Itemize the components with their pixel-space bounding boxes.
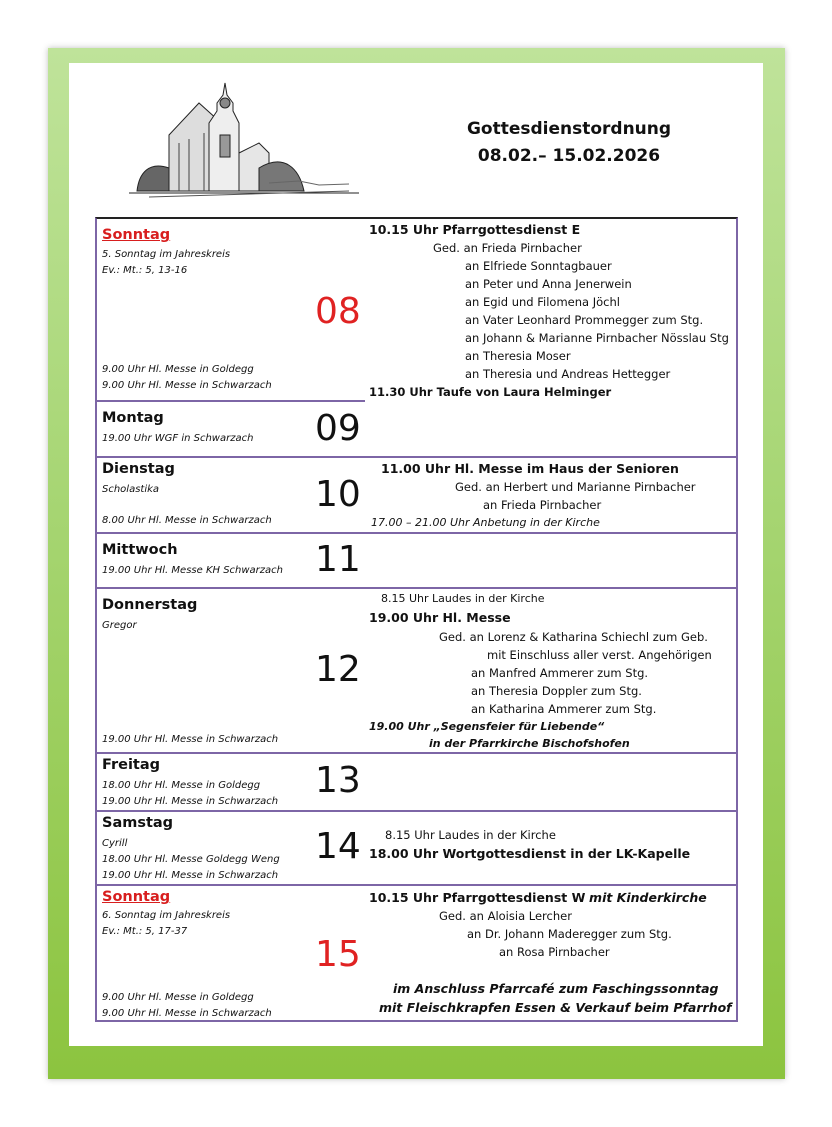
day-mass: 8.00 Uhr Hl. Messe in Schwarzach — [102, 515, 272, 526]
service-line: an Peter und Anna Jenerwein — [465, 277, 632, 291]
service-line: an Manfred Ammerer zum Stg. — [471, 666, 649, 680]
service-line: 19.00 Uhr Hl. Messe — [369, 610, 511, 625]
table-row — [97, 754, 736, 812]
day-note: 18.00 Uhr Hl. Messe Goldegg Weng — [102, 854, 280, 865]
day-cell — [97, 402, 365, 456]
service-line: mit Einschluss aller verst. Angehörigen — [487, 648, 712, 662]
service-line — [369, 889, 707, 907]
service-line: an Egid und Filomena Jöchl — [465, 295, 620, 309]
day-label: Dienstag — [102, 461, 175, 477]
service-line: an Theresia und Andreas Hettegger — [465, 367, 671, 381]
day-mass: 9.00 Uhr Hl. Messe in Goldegg — [102, 992, 254, 1003]
service-line: an Frieda Pirnbacher — [483, 498, 602, 512]
date-number: 11 — [315, 539, 361, 580]
day-note: Ev.: Mt.: 5, 17-37 — [102, 926, 188, 937]
service-line: 11.30 Uhr Taufe von Laura Helminger — [369, 385, 612, 399]
service-note: mit Kinderkirche — [589, 890, 707, 905]
day-label: Samstag — [102, 815, 174, 831]
day-note: Ev.: Mt.: 5, 13-16 — [102, 265, 188, 276]
table-row — [97, 886, 736, 1024]
service-line: 8.15 Uhr Laudes in der Kirche — [385, 828, 556, 842]
day-mass: 9.00 Uhr Hl. Messe in Schwarzach — [102, 380, 272, 391]
day-note: 19.00 Uhr Hl. Messe in Schwarzach — [102, 870, 279, 881]
day-label: Freitag — [102, 757, 161, 773]
service-line: an Dr. Johann Maderegger zum Stg. — [467, 927, 672, 941]
service-line: 17.00 – 21.00 Uhr Anbetung in der Kirche — [371, 516, 600, 529]
service-line: an Johann & Marianne Pirnbacher Nösslau Stg — [465, 331, 729, 345]
date-number: 15 — [315, 934, 361, 975]
date-number: 08 — [315, 291, 361, 332]
day-note: 19.00 Uhr Hl. Messe KH Schwarzach — [102, 565, 284, 576]
schedule-table — [95, 217, 738, 1022]
date-range: 08.02.– 15.02.2026 — [477, 146, 661, 166]
day-mass: 19.00 Uhr Hl. Messe in Schwarzach — [102, 734, 279, 745]
day-note: Gregor — [102, 620, 137, 631]
day-cell — [97, 886, 365, 1024]
page-title: Gottesdienstordnung — [466, 119, 672, 139]
table-row — [97, 402, 736, 458]
day-cell — [97, 534, 365, 587]
service-line: 10.15 Uhr Pfarrgottesdienst E — [369, 222, 581, 237]
service-line: Ged. an Frieda Pirnbacher — [433, 241, 582, 255]
day-mass: 9.00 Uhr Hl. Messe in Goldegg — [102, 364, 254, 375]
day-cell — [97, 589, 365, 752]
service-title: 10.15 Uhr Pfarrgottesdienst W — [369, 890, 586, 905]
day-cell — [97, 458, 365, 532]
service-line: Ged. an Lorenz & Katharina Schiechl zum Geb. — [439, 630, 708, 644]
date-number: 14 — [315, 826, 361, 867]
table-row — [97, 589, 736, 754]
service-line: 8.15 Uhr Laudes in der Kirche — [381, 592, 545, 605]
service-cell — [369, 812, 736, 884]
table-row — [97, 458, 736, 534]
day-note: 19.00 Uhr Hl. Messe in Schwarzach — [102, 796, 279, 807]
day-label: Montag — [102, 410, 164, 426]
table-row — [97, 534, 736, 589]
service-line: in der Pfarrkirche Bischofshofen — [429, 737, 630, 750]
day-note: Cyrill — [102, 838, 128, 849]
service-line: Ged. an Herbert und Marianne Pirnbacher — [455, 480, 696, 494]
service-line: an Elfriede Sonntagbauer — [465, 259, 612, 273]
service-line: 19.00 Uhr „Segensfeier für Liebende“ — [369, 720, 605, 733]
service-line: an Rosa Pirnbacher — [499, 945, 610, 959]
date-number: 09 — [315, 408, 361, 449]
service-line: an Katharina Ammerer zum Stg. — [471, 702, 657, 716]
day-mass: 9.00 Uhr Hl. Messe in Schwarzach — [102, 1008, 272, 1019]
service-line: im Anschluss Pfarrcafé zum Faschingssonntag — [393, 981, 719, 996]
day-note: 5. Sonntag im Jahreskreis — [102, 249, 231, 260]
day-label: Mittwoch — [102, 542, 178, 558]
day-label: Donnerstag — [102, 597, 198, 613]
day-note: 6. Sonntag im Jahreskreis — [102, 910, 231, 921]
church-illustration — [109, 73, 359, 208]
service-line: an Vater Leonhard Prommegger zum Stg. — [465, 313, 704, 327]
day-note: 18.00 Uhr Hl. Messe in Goldegg — [102, 780, 261, 791]
day-note: Scholastika — [102, 484, 160, 495]
service-line: mit Fleischkrapfen Essen & Verkauf beim Pfarrhof — [379, 1000, 732, 1015]
service-cell — [369, 886, 736, 1024]
service-line: 18.00 Uhr Wortgottesdienst in der LK-Kapelle — [369, 846, 691, 861]
table-row — [97, 812, 736, 886]
date-number: 10 — [315, 474, 361, 515]
service-cell — [369, 458, 736, 532]
service-line: 11.00 Uhr Hl. Messe im Haus der Senioren — [381, 461, 679, 476]
day-note: 19.00 Uhr WGF in Schwarzach — [102, 433, 254, 444]
service-line: Ged. an Aloisia Lercher — [439, 909, 572, 923]
service-cell — [369, 589, 736, 752]
day-label: Sonntag — [102, 889, 171, 905]
title-block — [439, 116, 699, 170]
service-line: an Theresia Moser — [465, 349, 571, 363]
day-label: Sonntag — [102, 227, 171, 243]
day-cell — [97, 754, 365, 810]
schedule-page — [69, 63, 763, 1046]
service-line: an Theresia Doppler zum Stg. — [471, 684, 642, 698]
date-number: 12 — [315, 649, 361, 690]
day-cell — [97, 812, 365, 884]
date-number: 13 — [315, 760, 361, 801]
